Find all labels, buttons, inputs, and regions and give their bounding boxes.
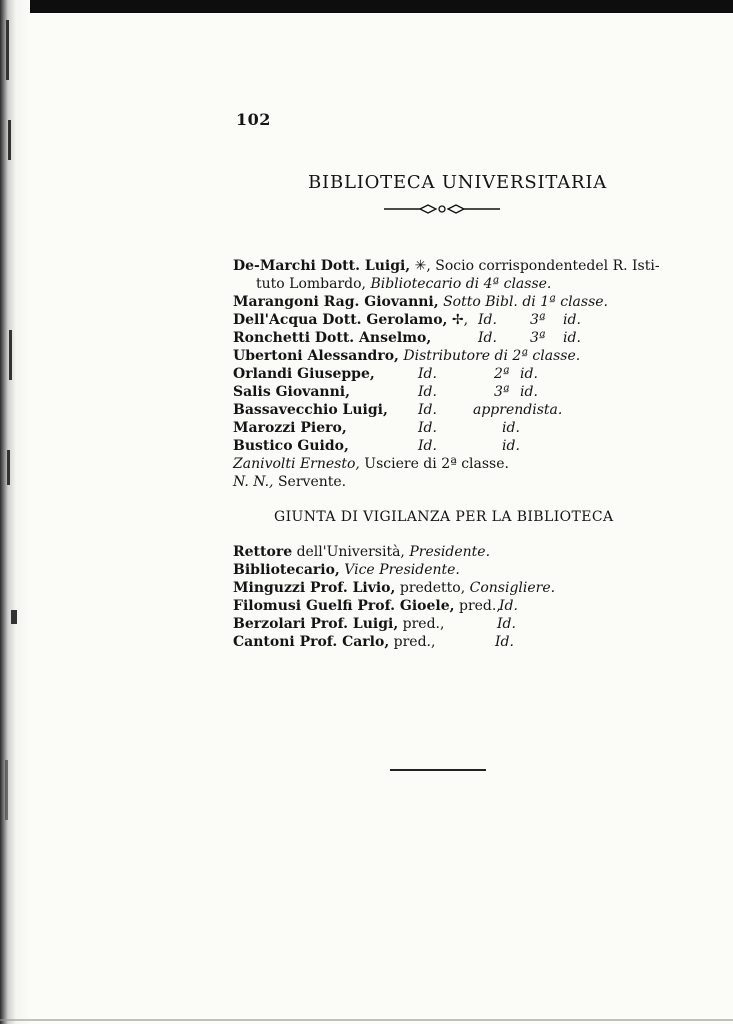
staff-role: Distributore di 2ª classe. (403, 348, 581, 364)
giunta-entry-rettore (233, 543, 490, 561)
staff-name: De-Marchi Dott. Luigi, (233, 258, 411, 274)
staff-role-id: Id. (418, 420, 437, 436)
giunta-entry-berzolari (233, 615, 516, 633)
staff-role-id: Id. (418, 384, 437, 400)
staff-role: apprendista. (473, 402, 563, 418)
giunta-entry-minguzzi (233, 579, 555, 597)
scan-mark (7, 450, 10, 485)
staff-description: tuto Lombardo, (256, 276, 366, 292)
member-description: predetto, (399, 580, 466, 596)
member-role: Presidente. (409, 544, 491, 560)
member-role: Id. (495, 634, 514, 650)
staff-name: Marangoni Rag. Giovanni, (233, 294, 439, 310)
member-name: Bibliotecario, (233, 562, 340, 578)
staff-entry-ubertoni (233, 347, 580, 365)
scan-left-edge (0, 0, 30, 1024)
staff-name: Marozzi Piero, (233, 420, 347, 436)
staff-entry-salis (233, 383, 538, 401)
staff-entry-marangoni (233, 293, 608, 311)
member-role: Id. (499, 598, 518, 614)
ornament-divider (384, 202, 500, 216)
member-name: Minguzzi Prof. Livio, (233, 580, 396, 596)
staff-name: N. N., (233, 474, 274, 490)
member-description: pred., (458, 598, 501, 614)
staff-name: Zanivolti Ernesto, (233, 456, 360, 472)
giunta-entry-filomusi (233, 597, 518, 615)
staff-entry-orlandi (233, 365, 538, 383)
staff-name: Orlandi Giuseppe, (233, 366, 375, 382)
staff-entry-dellacqua (233, 311, 581, 329)
member-role: Vice Presidente. (344, 562, 460, 578)
staff-entry-ronchetti (233, 329, 581, 347)
staff-role-id: id. (520, 366, 538, 382)
staff-role-id: Id. (478, 312, 497, 328)
staff-entry-nn (233, 473, 346, 491)
staff-class: 3ª (530, 312, 546, 328)
member-name: Rettore (233, 544, 293, 560)
scan-top-border (0, 0, 733, 13)
section-heading: GIUNTA DI VIGILANZA PER LA BIBLIOTECA (274, 509, 614, 525)
staff-entry-marozzi (233, 419, 520, 437)
member-description: pred., (393, 634, 436, 650)
staff-role: Servente. (277, 474, 347, 490)
closing-rule (390, 769, 486, 771)
staff-entry-zanivolti (233, 455, 509, 473)
staff-entry-bustico (233, 437, 520, 455)
scan-mark (6, 20, 9, 80)
staff-name: Ronchetti Dott. Anselmo, (233, 330, 432, 346)
decoration-symbol: ✢, (451, 312, 469, 328)
staff-role: Bibliotecario di 4ª classe. (370, 276, 552, 292)
staff-role-id: id. (502, 438, 520, 454)
staff-class: 3ª (494, 384, 510, 400)
staff-entry-demarchi-cont (256, 275, 551, 293)
staff-class: 3ª (530, 330, 546, 346)
staff-description: Socio corrispondentedel R. Isti- (435, 258, 660, 274)
staff-role-id: Id. (418, 402, 437, 418)
scan-mark (9, 330, 12, 380)
member-name: Filomusi Guelfi Prof. Gioele, (233, 598, 455, 614)
page-title: BIBLIOTECA UNIVERSITARIA (308, 172, 608, 193)
staff-entry-bassavecchio (233, 401, 563, 419)
staff-name: Bassavecchio Luigi, (233, 402, 388, 418)
staff-role-id: Id. (478, 330, 497, 346)
staff-role: Sotto Bibl. di 1ª classe. (443, 294, 609, 310)
staff-name: Ubertoni Alessandro, (233, 348, 399, 364)
page-number: 102 (236, 110, 271, 129)
staff-role-id: Id. (418, 438, 437, 454)
staff-role: Usciere di 2ª classe. (364, 456, 509, 472)
staff-name: Salis Giovanni, (233, 384, 350, 400)
staff-role-id: id. (502, 420, 520, 436)
staff-name: Dell'Acqua Dott. Gerolamo, (233, 312, 448, 328)
giunta-entry-cantoni (233, 633, 514, 651)
staff-name: Bustico Guido, (233, 438, 349, 454)
giunta-entry-bibliotecario (233, 561, 460, 579)
member-name: Cantoni Prof. Carlo, (233, 634, 390, 650)
staff-class: 2ª (494, 366, 510, 382)
scan-mark (11, 610, 17, 624)
scan-mark (8, 120, 11, 160)
scan-mark (5, 760, 8, 820)
member-role: Consigliere. (469, 580, 556, 596)
member-role: Id. (497, 616, 516, 632)
member-description: pred., (402, 616, 445, 632)
decoration-symbol: ✳, (414, 258, 431, 274)
staff-role-id: id. (520, 384, 538, 400)
staff-role-id: id. (563, 312, 581, 328)
scan-bottom-line (0, 1019, 733, 1021)
staff-entry-demarchi (233, 257, 660, 275)
staff-role-id: id. (563, 330, 581, 346)
staff-role-id: Id. (418, 366, 437, 382)
member-description: dell'Università, (296, 544, 405, 560)
member-name: Berzolari Prof. Luigi, (233, 616, 399, 632)
